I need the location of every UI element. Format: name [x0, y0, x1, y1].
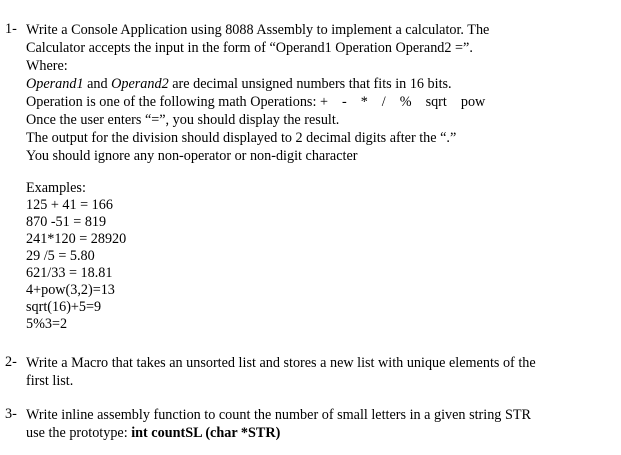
question-3-number: 3-	[5, 406, 17, 422]
example-7: sqrt(16)+5=9	[26, 299, 102, 315]
q1-line-2: Calculator accepts the input in the form of “Operand1 Operation Operand2 =”.	[26, 40, 473, 56]
q2-line-2: first list.	[26, 373, 74, 389]
example-4: 29 /5 = 5.80	[26, 248, 95, 264]
q1-line-5	[26, 93, 616, 111]
example-3: 241*120 = 28920	[26, 231, 127, 247]
q1-line-1: Write a Console Application using 8088 Assembly to implement a calculator. The	[26, 22, 490, 38]
question-2-number: 2-	[5, 354, 17, 370]
operation-multiply: *	[360, 94, 368, 110]
example-2: 870 -51 = 819	[26, 214, 107, 230]
operations-prefix: Operation is one of the following math Operations:	[26, 94, 317, 110]
example-6: 4+pow(3,2)=13	[26, 282, 115, 298]
question-3-body	[26, 406, 616, 442]
q2-line-1: Write a Macro that takes an unsorted list and stores a new list with unique elements of the	[26, 355, 536, 371]
question-2-body	[26, 354, 616, 390]
examples-body	[26, 180, 616, 333]
operation-sqrt: sqrt	[425, 94, 447, 110]
function-prototype: int countSL (char *STR)	[131, 425, 281, 441]
operand2-term: Operand2	[111, 76, 169, 92]
operation-minus: -	[341, 94, 347, 110]
operation-modulo: %	[399, 94, 412, 110]
operation-divide: /	[381, 94, 386, 110]
q1-line-7: The output for the division should displayed to 2 decimal digits after the “.”	[26, 130, 457, 146]
q1-line-4-and: and	[83, 76, 112, 92]
operation-pow: pow	[460, 94, 486, 110]
q1-line-6: Once the user enters “=”, you should display the result.	[26, 112, 340, 128]
q3-line-2	[26, 424, 616, 442]
example-5: 621/33 = 18.81	[26, 265, 113, 281]
examples-heading: Examples:	[26, 180, 86, 196]
q1-line-4	[26, 75, 616, 93]
operation-plus: +	[319, 94, 328, 110]
operand1-term: Operand1	[26, 76, 84, 92]
question-1-number: 1-	[5, 21, 17, 37]
question-1-body	[26, 21, 616, 165]
q3-line-2-prefix: use the prototype:	[26, 425, 132, 441]
q1-line-8: You should ignore any non-operator or non-digit character	[26, 148, 358, 164]
q3-line-1: Write inline assembly function to count the number of small letters in a given string STR	[26, 407, 531, 423]
operations-list	[320, 94, 485, 110]
q1-line-4-rest: are decimal unsigned numbers that fits in 16 bits.	[168, 76, 452, 92]
example-8: 5%3=2	[26, 316, 68, 332]
example-1: 125 + 41 = 166	[26, 197, 113, 213]
q1-line-3: Where:	[26, 58, 68, 74]
